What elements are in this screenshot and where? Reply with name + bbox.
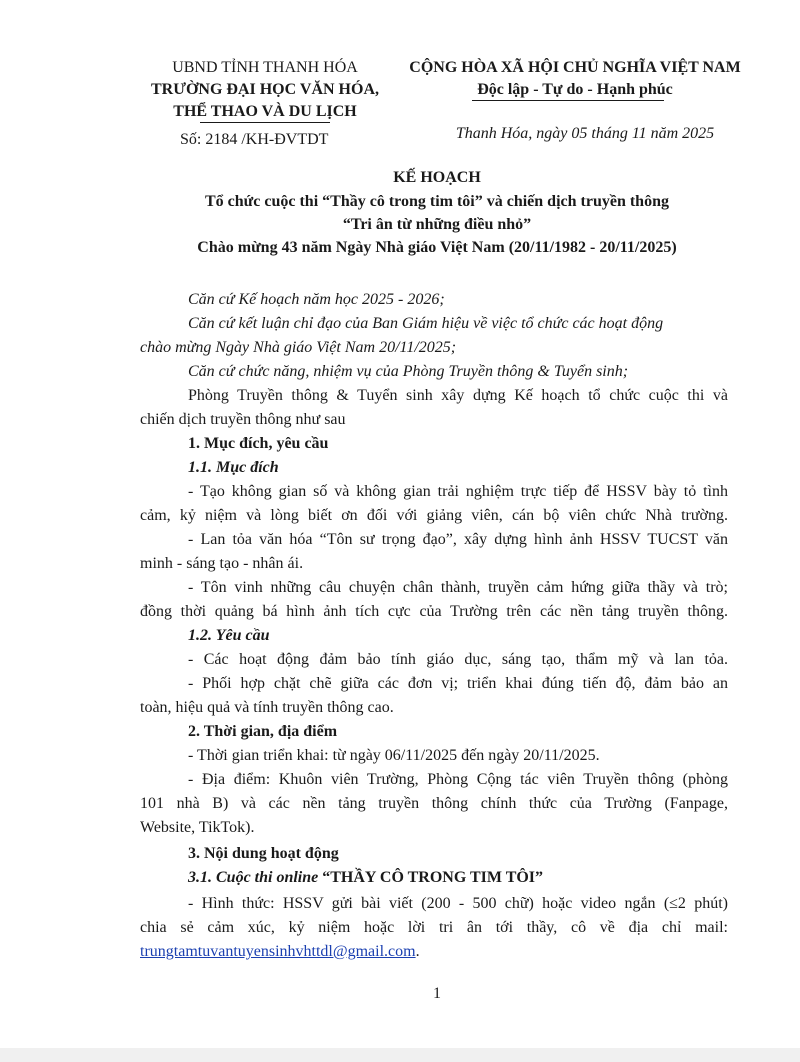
email-period: . [415, 943, 420, 960]
requirement-2-line1: - Phối hợp chặt chẽ giữa các đơn vị; triển khai đúng tiến độ, đảm bảo an [188, 675, 728, 692]
school-name-line2: THỂ THAO VÀ DU LỊCH [173, 103, 357, 120]
format-line2: chia sẻ cảm xúc, kỷ niệm hoặc lời tri ân tới thầy, cô về địa chỉ mail: [140, 919, 728, 936]
basis-3: Căn cứ chức năng, nhiệm vụ của Phòng Truyền thông & Tuyển sinh; [188, 363, 629, 380]
requirement-1: - Các hoạt động đảm bảo tính giáo dục, sáng tạo, thẩm mỹ và lan tỏa. [188, 651, 728, 668]
purpose-3-line2: đồng thời quảng bá hình ảnh tích cực của Trường trên các nền tảng truyền thông. [140, 603, 728, 620]
basis-2-line2: chào mừng Ngày Nhà giáo Việt Nam 20/11/2025; [140, 339, 457, 356]
section-2-heading: 2. Thời gian, địa điểm [188, 723, 338, 740]
section-1-heading: 1. Mục đích, yêu cầu [188, 435, 329, 452]
document-title-line2: “Tri ân từ những điều nhỏ” [342, 216, 532, 233]
purpose-1-line1: - Tạo không gian số và không gian trải nghiệm trực tiếp để HSSV bày tỏ tình [188, 483, 728, 500]
contest-name: “THẦY CÔ TRONG TIM TÔI” [322, 869, 544, 886]
authority-name: UBND TỈNH THANH HÓA [172, 59, 358, 76]
basis-1: Căn cứ Kế hoạch năm học 2025 - 2026; [188, 291, 445, 308]
section-3-1-prefix: 3.1. Cuộc thi online [188, 869, 323, 886]
location-line2: 101 nhà B) và các nền tảng truyền thông chính thức của Trường (Fanpage, [140, 795, 728, 812]
nation-title: CỘNG HÒA XÃ HỘI CHỦ NGHĨA VIỆT NAM [409, 59, 741, 76]
document-title-line3: Chào mừng 43 năm Ngày Nhà giáo Việt Nam (20/11/1982 - 20/11/2025) [197, 239, 677, 256]
intro-line1: Phòng Truyền thông & Tuyển sinh xây dựng Kế hoạch tổ chức cuộc thi và [188, 387, 728, 404]
email-link[interactable]: trungtamtuvantuyensinhvhttdl@gmail.com [140, 943, 416, 960]
intro-line2: chiến dịch truyền thông như sau [140, 411, 346, 428]
purpose-2-line1: - Lan tỏa văn hóa “Tôn sư trọng đạo”, xây dựng hình ảnh HSSV TUCST văn [188, 531, 728, 548]
purpose-3-line1: - Tôn vinh những câu chuyện chân thành, truyền cảm hứng giữa thầy và trò; [188, 579, 728, 596]
place-date: Thanh Hóa, ngày 05 tháng 11 năm 2025 [455, 125, 715, 142]
document-number: Số: 2184 /KH-ĐVTDT [180, 131, 329, 148]
location-line3: Website, TikTok). [140, 819, 255, 836]
nation-motto: Độc lập - Tự do - Hạnh phúc [477, 81, 673, 98]
page-number: 1 [433, 985, 441, 1002]
document-title-line1: Tổ chức cuộc thi “Thầy cô trong tim tôi” và chiến dịch truyền thông [205, 193, 669, 210]
basis-2-line1: Căn cứ kết luận chỉ đạo của Ban Giám hiệu về việc tổ chức các hoạt động [188, 315, 664, 332]
requirement-2-line2: toàn, hiệu quả và tính truyền thông cao. [140, 699, 394, 716]
format-line1: - Hình thức: HSSV gửi bài viết (200 - 500 chữ) hoặc video ngắn (≤2 phút) [188, 895, 728, 912]
purpose-1-line2: cảm, kỷ niệm và lòng biết ơn đối với giảng viên, cán bộ viên chức Nhà trường. [140, 507, 728, 524]
school-name-line1: TRƯỜNG ĐẠI HỌC VĂN HÓA, [150, 81, 379, 98]
email-line [140, 942, 420, 962]
document-type: KẾ HOẠCH [393, 169, 481, 186]
motto-underline [472, 100, 664, 101]
location-line1: - Địa điểm: Khuôn viên Trường, Phòng Cộng tác viên Truyền thông (phòng [188, 771, 728, 788]
section-1-1-heading: 1.1. Mục đích [188, 459, 279, 476]
section-3-heading: 3. Nội dung hoạt động [188, 845, 339, 862]
time-line: - Thời gian triển khai: từ ngày 06/11/2025 đến ngày 20/11/2025. [188, 747, 600, 764]
header-left-underline [200, 122, 330, 123]
purpose-2-line2: minh - sáng tạo - nhân ái. [140, 555, 304, 572]
section-3-1-heading [188, 868, 543, 888]
section-1-2-heading: 1.2. Yêu cầu [188, 627, 270, 644]
